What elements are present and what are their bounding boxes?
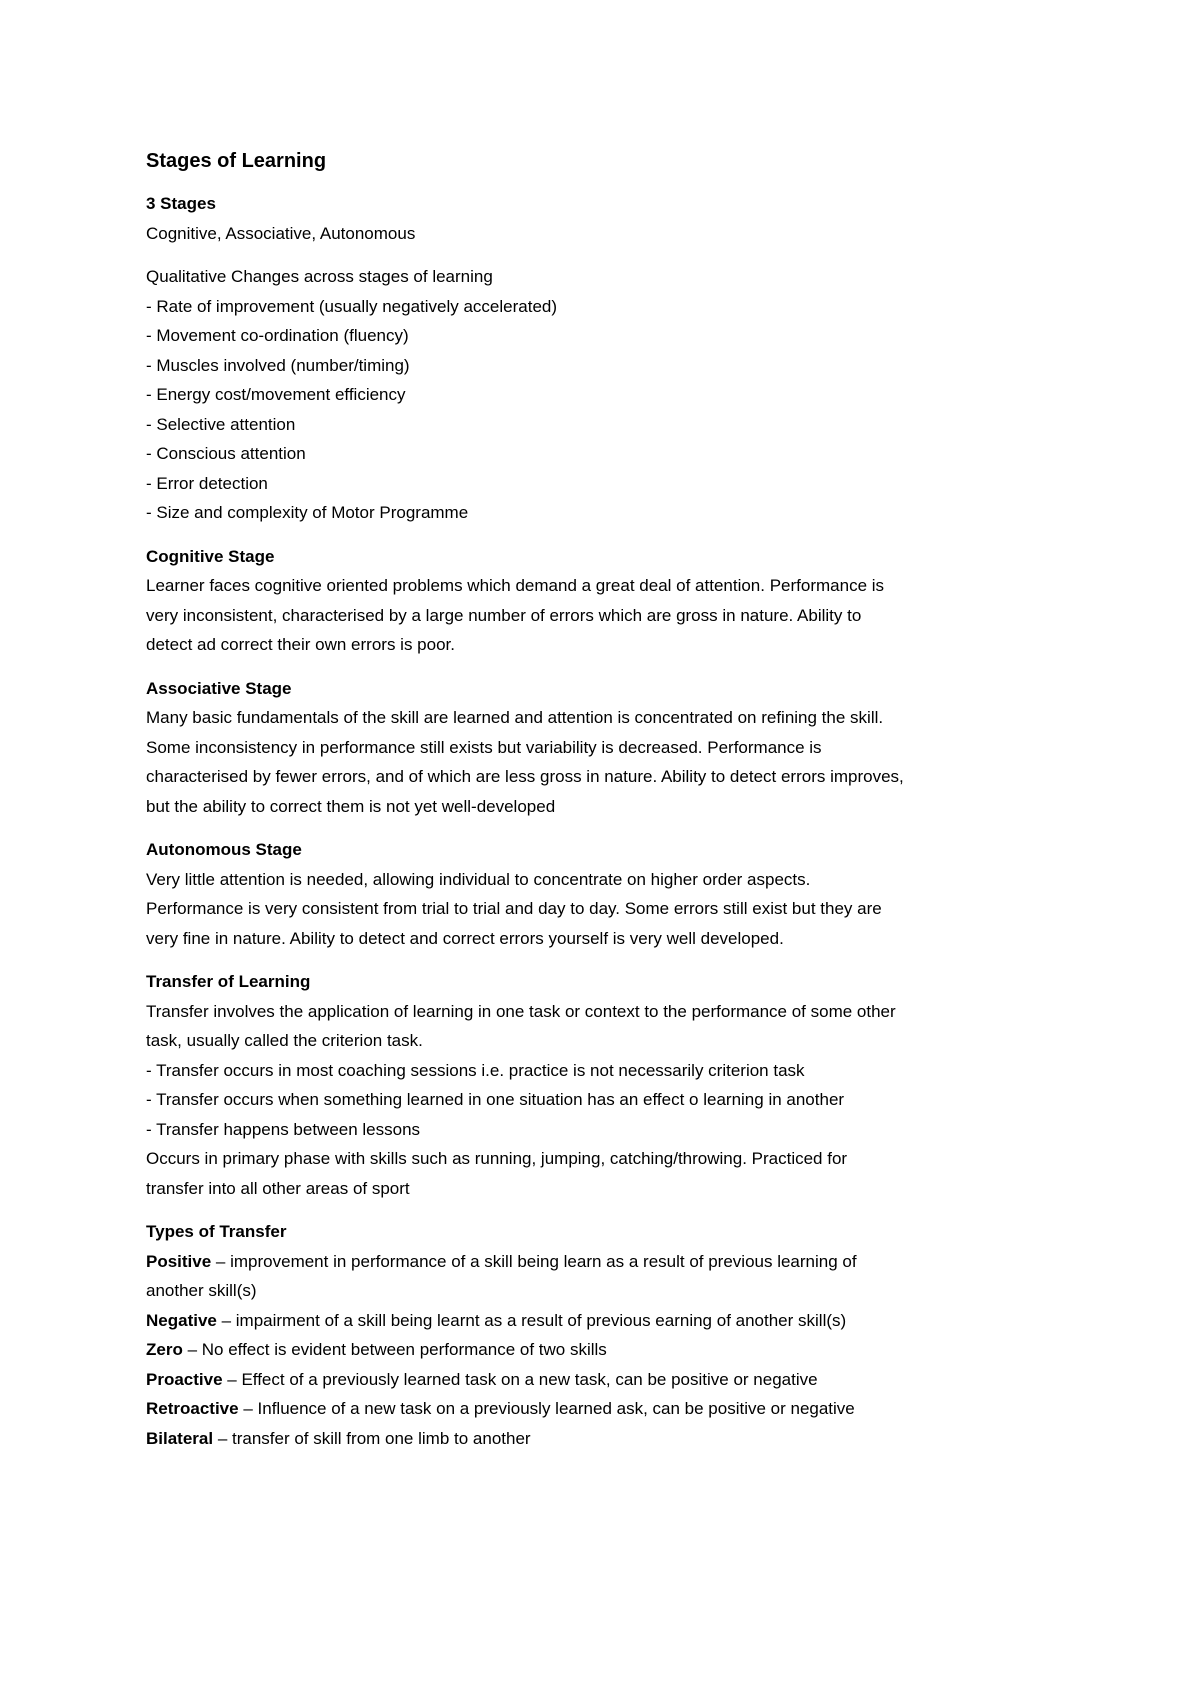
qualitative-item: - Size and complexity of Motor Programme	[146, 503, 469, 522]
associative-stage-text: but the ability to correct them is not yet well-developed	[146, 796, 556, 816]
types-of-transfer-heading: Types of Transfer	[146, 1222, 287, 1241]
transfer-text: - Transfer occurs when something learned in one situation has an effect o learning in another	[146, 1090, 845, 1109]
transfer-text: task, usually called the criterion task.	[146, 1031, 423, 1050]
retroactive-transfer-term: Retroactive	[146, 1399, 239, 1418]
transfer-text: Transfer involves the application of learning in one task or context to the performance of some other	[146, 1001, 896, 1021]
transfer-of-learning-section	[146, 967, 1086, 1203]
associative-stage-section	[146, 674, 1086, 822]
proactive-transfer-definition	[146, 1365, 1086, 1395]
proactive-transfer-text: – Effect of a previously learned task on a new task, can be positive or negative	[222, 1369, 818, 1389]
retroactive-transfer-text: – Influence of a new task on a previously learned ask, can be positive or negative	[238, 1399, 855, 1418]
cognitive-stage-section	[146, 542, 1086, 660]
qualitative-changes-section	[146, 262, 1086, 528]
bilateral-transfer-text: – transfer of skill from one limb to another	[213, 1428, 531, 1448]
stages-intro-heading: 3 Stages	[146, 194, 216, 213]
cognitive-stage-text: Learner faces cognitive oriented problems which demand a great deal of attention. Performance is	[146, 576, 885, 595]
zero-transfer-text: – No effect is evident between performance of two skills	[182, 1340, 607, 1359]
proactive-transfer-term: Proactive	[146, 1369, 223, 1389]
associative-stage-text: characterised by fewer errors, and of which are less gross in nature. Ability to detect errors improves,	[146, 767, 904, 786]
autonomous-stage-text: Performance is very consistent from trial to trial and day to day. Some errors still exist but they are	[146, 899, 882, 918]
zero-transfer-term: Zero	[146, 1340, 183, 1359]
stages-intro-text: Cognitive, Associative, Autonomous	[146, 223, 416, 243]
qualitative-item: - Energy cost/movement efficiency	[146, 385, 406, 404]
transfer-text: - Transfer happens between lessons	[146, 1119, 421, 1139]
types-of-transfer-section	[146, 1217, 1086, 1453]
cognitive-stage-text: very inconsistent, characterised by a large number of errors which are gross in nature. Ability to	[146, 605, 862, 625]
cognitive-stage-heading: Cognitive Stage	[146, 546, 275, 566]
bilateral-transfer-definition	[146, 1424, 1086, 1454]
negative-transfer-definition	[146, 1306, 1086, 1336]
autonomous-stage-text: Very little attention is needed, allowing individual to concentrate on higher order aspects.	[146, 869, 811, 889]
autonomous-stage-section	[146, 835, 1086, 953]
positive-transfer-term: Positive	[146, 1251, 212, 1271]
retroactive-transfer-definition	[146, 1394, 1086, 1424]
transfer-text: Occurs in primary phase with skills such as running, jumping, catching/throwing. Practiced for	[146, 1149, 848, 1168]
zero-transfer-definition	[146, 1335, 1086, 1365]
positive-transfer-continuation: another skill(s)	[146, 1281, 257, 1300]
associative-stage-text: Some inconsistency in performance still exists but variability is decreased. Performance is	[146, 737, 822, 757]
transfer-text: - Transfer occurs in most coaching sessions i.e. practice is not necessarily criterion task	[146, 1060, 805, 1080]
stages-intro-section	[146, 189, 1086, 248]
positive-transfer-text: – improvement in performance of a skill being learn as a result of previous learning of	[211, 1251, 857, 1271]
qualitative-item: - Muscles involved (number/timing)	[146, 355, 410, 375]
positive-transfer-definition	[146, 1247, 1086, 1277]
autonomous-stage-heading: Autonomous Stage	[146, 840, 302, 859]
qualitative-item: - Error detection	[146, 473, 268, 493]
autonomous-stage-text: very fine in nature. Ability to detect and correct errors yourself is very well developed.	[146, 928, 784, 948]
document-title: Stages of Learning	[146, 150, 327, 172]
negative-transfer-text: – impairment of a skill being learnt as a result of previous earning of another skill(s)	[216, 1310, 847, 1330]
associative-stage-text: Many basic fundamentals of the skill are learned and attention is concentrated on refining the skill.	[146, 708, 884, 727]
bilateral-transfer-term: Bilateral	[146, 1428, 214, 1448]
cognitive-stage-text: detect ad correct their own errors is poor.	[146, 635, 455, 654]
associative-stage-heading: Associative Stage	[146, 678, 292, 698]
qualitative-item: - Conscious attention	[146, 444, 306, 463]
qualitative-item: - Selective attention	[146, 414, 296, 434]
transfer-text: transfer into all other areas of sport	[146, 1178, 410, 1198]
qualitative-item: - Movement co-ordination (fluency)	[146, 326, 409, 345]
qualitative-changes-intro: Qualitative Changes across stages of learning	[146, 267, 493, 286]
negative-transfer-term: Negative	[146, 1310, 217, 1330]
qualitative-item: - Rate of improvement (usually negatively accelerated)	[146, 296, 558, 316]
document-page	[146, 146, 1086, 1467]
transfer-of-learning-heading: Transfer of Learning	[146, 972, 311, 991]
